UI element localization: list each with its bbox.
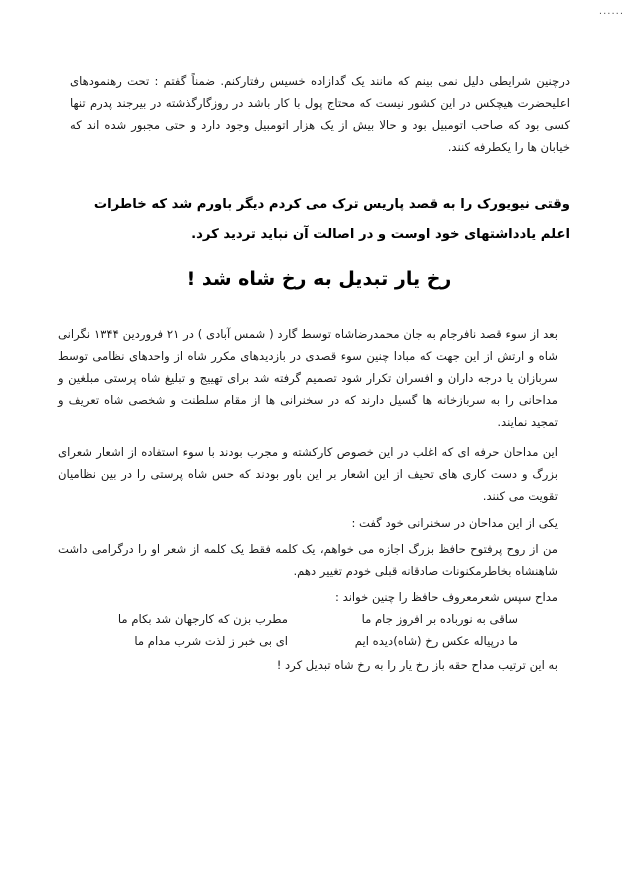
body-paragraph-3: یکی از این مداحان در سخنرانی خود گفت : [351, 516, 558, 530]
closing-paragraph: به این ترتیب مداح حقه باز رخ یار را به رخ شاه تبدیل کرد ! [276, 658, 558, 672]
section-heading: رخ یار تبدیل به رخ شاه شد ! [186, 268, 452, 290]
body-paragraph-4: من از روح پرفتوح حافظ بزرگ اجازه می خواهم، یک کلمه فقط یک کلمه از شعر او را درگرامی داشت شاهنشاه بخاطرمکنونات صادقانه قبلی خودم تغییر دهم. [58, 542, 558, 578]
verse-1-hemistich-2: مطرب بزن که کارجهان شد بکام ما [117, 612, 288, 626]
body-paragraph-1: بعد از سوء قصد نافرجام به جان محمدرضاشاه توسط گارد ( شمس آبادی ) در ۲۱ فروردین ۱۳۴۴ نگرانی شاه و ارتش از این جهت که مبادا چنین سوء قصدی در بازدیدهای مکرر شاه از واحدهای نظامی توسط سربازان یا درجه داران و افسران تکرار شود تصمیم گرفته شد برای تهییج و تبلیغ شاه پرستی مبلغین و مداحانی را به سربازخانه ها گسیل دارند که در سخنرانی ها از مقام سلطنت و شخصی شاه تعریف و تمجید نمایند. [58, 327, 559, 429]
corner-mark: ...... [598, 6, 624, 17]
body-paragraph-2: این مداحان حرفه ای که اغلب در این خصوص کارکشته و مجرب بودند با سوء استفاده از اشعار شعرای بزرگ و دست کاری های تحیف از این اشعار بر این باور بودند که حس شاه پرستی را در بین نظامیان تقویت می کنند. [58, 445, 558, 503]
verse-2-hemistich-2: ای بی خبر ز لذت شرب مدام ما [134, 634, 288, 648]
intro-paragraph: درچنین شرایطی دلیل نمی بینم که مانند یک گدازاده خسیس رفتارکنم. ضمناً گفتم : تحت رهنمودهای اعلیحضرت هیچکس در این کشور نیست که محتاج پول با کار باشد در روزگارگذشته در بیرجند پدرم تنها کسی بود که صاحب اتومبیل بود و حالا بیش از یک هزار اتومبیل وجود دارد و حتی مجبور شده اند که خیابان ها را یکطرفه کنند. [70, 74, 570, 154]
body-paragraph-5: مداح سپس شعرمعروف حافظ را چنین خواند : [335, 590, 558, 604]
conclusion-paragraph: وقتی نیویورک را به قصد پاریس ترک می کردم دیگر باورم شد که خاطرات اعلم یادداشتهای خود اوست و در اصالت آن نباید تردید کرد. [93, 197, 570, 242]
verse-2-hemistich-1: ما درپیاله عکس رخ (شاه)دیده ایم [354, 634, 518, 648]
verse-1-hemistich-1: ساقی به نورباده بر افروز جام ما [361, 612, 518, 626]
